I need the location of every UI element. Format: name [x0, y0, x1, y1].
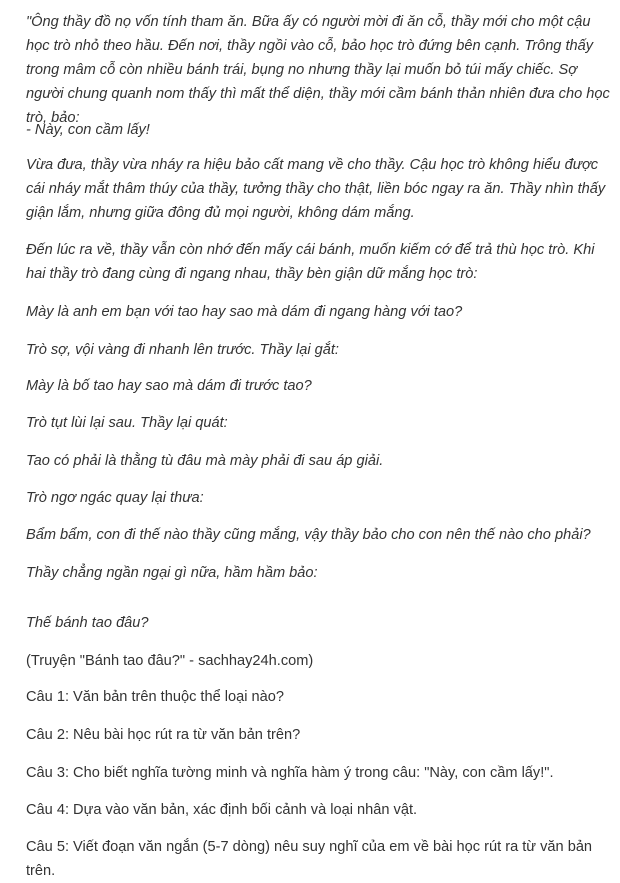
story-paragraph-revenge: Đến lúc ra về, thầy vẫn còn nhớ đến mấy cái bánh, muốn kiếm cớ để trả thù học trò. Khi hai thầy trò đang cùng đi ngang nhau, thầy bèn giận dữ mắng học trò:: [26, 242, 595, 282]
question-2: Câu 2: Nêu bài học rút ra từ văn bản trên?: [26, 727, 301, 743]
story-line-punchline: Thế bánh tao đâu?: [26, 615, 149, 631]
story-line-scold-side: Mày là anh em bạn với tao hay sao mà dám đi ngang hàng với tao?: [26, 304, 463, 320]
story-line-student-reply: Trò ngơ ngác quay lại thưa:: [26, 490, 204, 506]
story-line-scold-behind: Tao có phải là thằng tù đâu mà mày phải đi sau áp giải.: [26, 453, 384, 469]
story-paragraph-wink: Vừa đưa, thầy vừa nháy ra hiệu bảo cất mang về cho thầy. Cậu học trò không hiểu được cái nháy mắt thâm thúy của thầy, tưởng thầy cho thật, liền bóc ngay ra ăn. Thầy nhìn thấy giận lắm, nhưng giữa đông đủ mọi người, không dám mắng.: [26, 157, 606, 221]
story-line-teacher-angry: Thầy chẳng ngần ngại gì nữa, hầm hầm bảo:: [26, 565, 318, 581]
story-line-walk-ahead: Trò sợ, vội vàng đi nhanh lên trước. Thầy lại gắt:: [26, 342, 339, 358]
story-line-scold-ahead: Mày là bố tao hay sao mà dám đi trước tao?: [26, 378, 312, 394]
source-citation: (Truyện "Bánh tao đâu?" - sachhay24h.com): [26, 653, 314, 669]
story-line-student-question: Bẩm bẩm, con đi thế nào thầy cũng mắng, vậy thầy bảo cho con nên thế nào cho phải?: [26, 527, 591, 543]
story-paragraph-intro: "Ông thầy đồ nọ vốn tính tham ăn. Bữa ấy có người mời đi ăn cỗ, thầy mới cho một cậu học trò nhỏ theo hầu. Đến nơi, thầy ngồi vào cỗ, bảo học trò đứng bên cạnh. Trông thấy trong mâm cỗ còn nhiều bánh trái, bụng no nhưng thầy lại muốn bỏ túi mấy chiếc. Sợ người chung quanh nom thấy thì mất thể diện, thầy mới cầm bánh thản nhiên đưa cho học trò, bảo:: [26, 14, 610, 126]
question-5: Câu 5: Viết đoạn văn ngắn (5-7 dòng) nêu suy nghĩ của em về bài học rút ra từ văn bản trên.: [26, 839, 593, 879]
question-1: Câu 1: Văn bản trên thuộc thể loại nào?: [26, 689, 285, 705]
question-4: Câu 4: Dựa vào văn bản, xác định bối cảnh và loại nhân vật.: [26, 802, 418, 818]
question-3: Câu 3: Cho biết nghĩa tường minh và nghĩa hàm ý trong câu: "Này, con cầm lấy!".: [26, 765, 554, 781]
story-line-fall-behind: Trò tụt lùi lại sau. Thầy lại quát:: [26, 415, 228, 431]
story-line-teacher-offer: - Này, con cầm lấy!: [26, 122, 150, 138]
